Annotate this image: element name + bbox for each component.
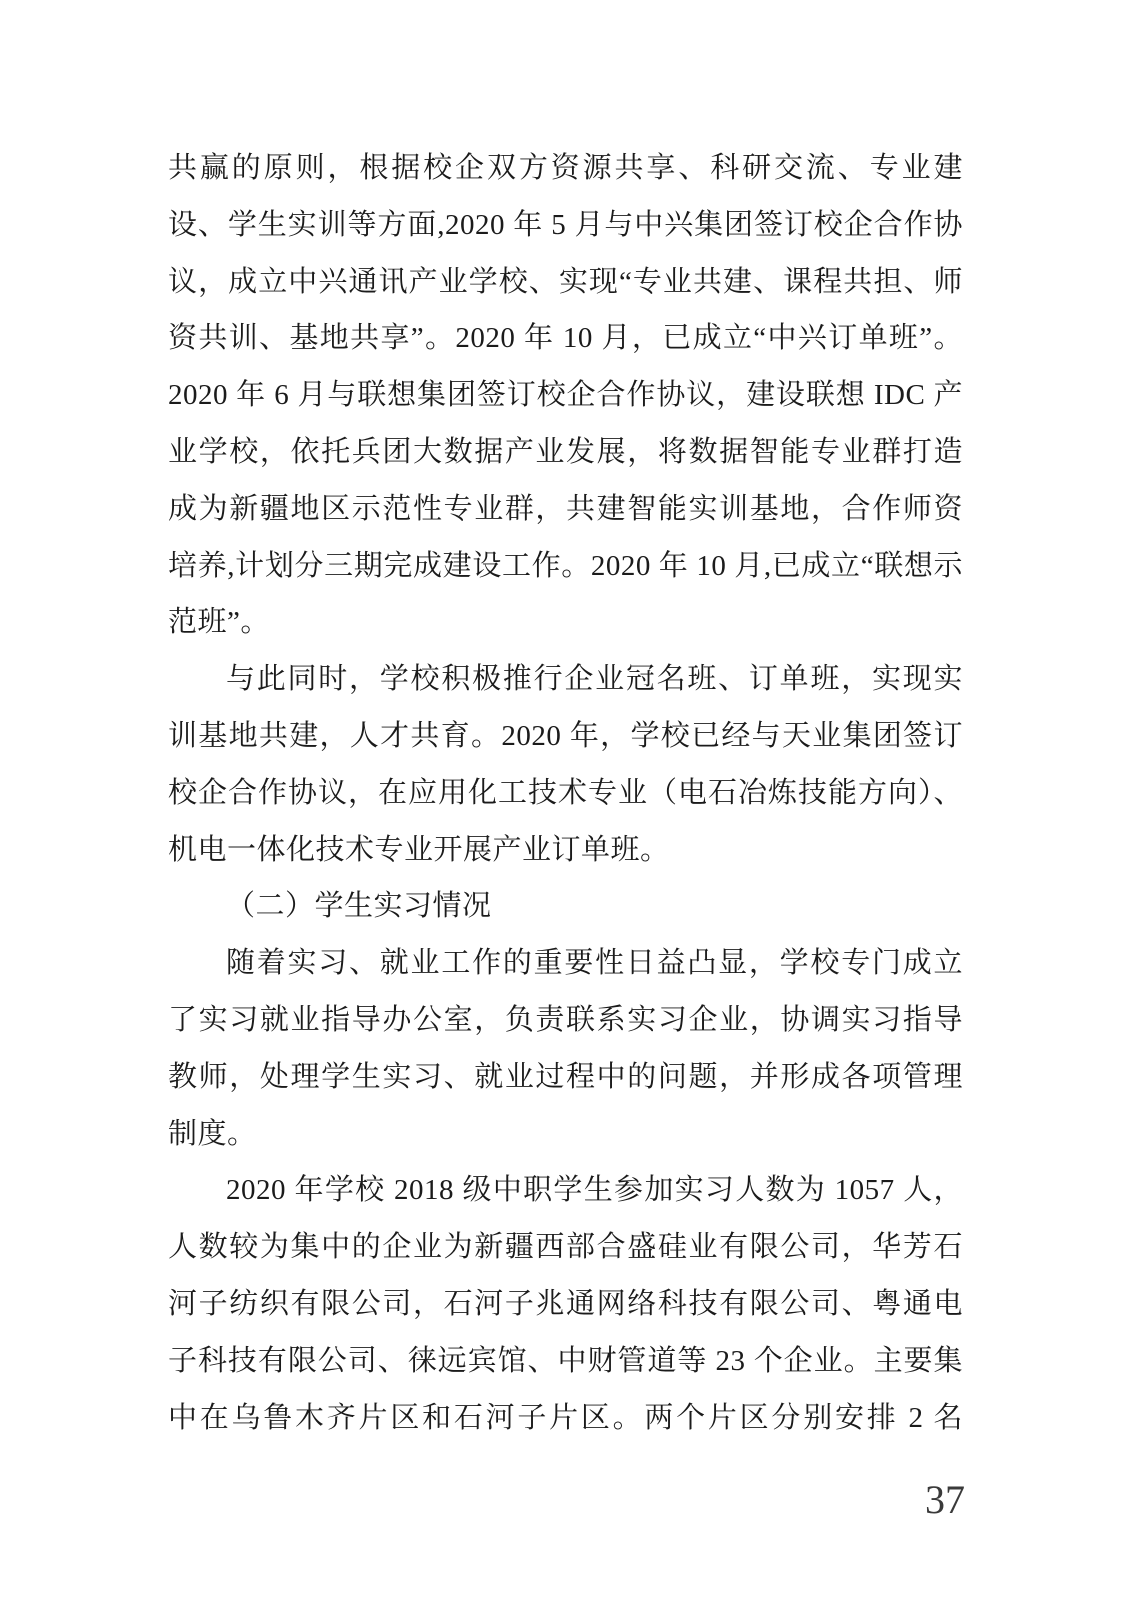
paragraph-internship-statistics: 2020 年学校 2018 级中职学生参加实习人数为 1057 人，人数较为集中的企业为新疆西部合盛硅业有限公司，华芳石河子纺织有限公司，石河子兆通网络科技有限公司、粤通电子科技有限公司、徕远宾馆、中财管道等 23 个企业。主要集中在乌鲁木齐片区和石河子片区。两个片区分别安排 2 名	[168, 1174, 963, 1434]
text-block	[168, 140, 963, 1446]
paragraph-school-enterprise-cooperation: 共赢的原则，根据校企双方资源共享、科研交流、专业建设、学生实训等方面,2020 年 5 月与中兴集团签订校企合作协议，成立中兴通讯产业学校、实现“专业共建、课程共担、师资共训、基地共享”。2020 年 10 月，已成立“中兴订单班”。2020 年 6 月与联想集团签订校企合作协议，建设联想 IDC 产业学校，依托兵团大数据产业发展，将数据智能专业群打造成为新疆地区示范性专业群，共建智能实训基地，合作师资培养,计划分三期完成建设工作。2020 年 10 月,已成立“联想示范班”。	[168, 152, 963, 639]
paragraph-internship-office: 随着实习、就业工作的重要性日益凸显，学校专门成立了实习就业指导办公室，负责联系实习企业，协调实习指导教师，处理学生实习、就业过程中的问题，并形成各项管理制度。	[168, 947, 963, 1150]
section-heading-student-internship: （二）学生实习情况	[226, 890, 492, 923]
paragraph-order-classes: 与此同时，学校积极推行企业冠名班、订单班，实现实训基地共建，人才共育。2020 年，学校已经与天业集团签订校企合作协议，在应用化工技术专业（电石冶炼技能方向）、机电一体化技术专业开展产业订单班。	[168, 663, 963, 866]
page-number: 37	[925, 1477, 965, 1522]
